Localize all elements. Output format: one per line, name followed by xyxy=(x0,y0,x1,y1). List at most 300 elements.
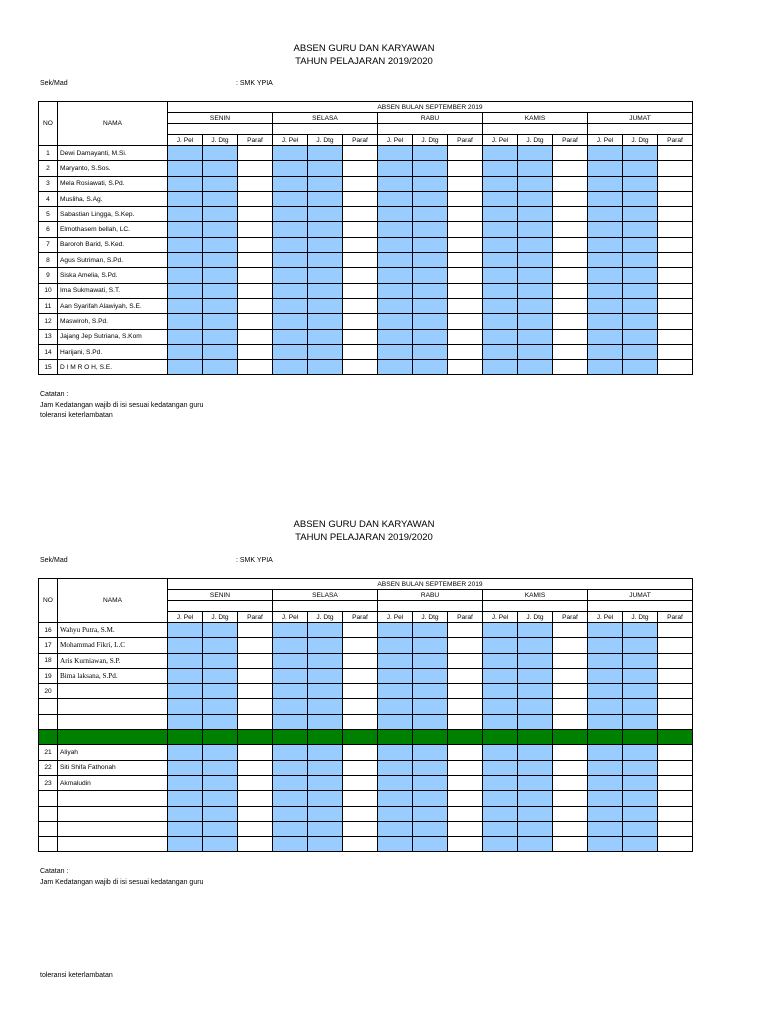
jdtg-cell[interactable] xyxy=(203,638,238,653)
jpel-cell[interactable] xyxy=(273,806,308,821)
paraf-cell[interactable] xyxy=(238,344,273,359)
jpel-cell[interactable] xyxy=(168,638,203,653)
paraf-cell[interactable] xyxy=(343,222,378,237)
paraf-cell[interactable] xyxy=(553,146,588,161)
jdtg-cell[interactable] xyxy=(623,268,658,283)
jdtg-cell[interactable] xyxy=(413,191,448,206)
paraf-cell[interactable] xyxy=(553,668,588,683)
jpel-cell[interactable] xyxy=(588,329,623,344)
jdtg-cell[interactable] xyxy=(518,821,553,836)
jpel-cell[interactable] xyxy=(168,222,203,237)
jpel-cell[interactable] xyxy=(588,146,623,161)
jdtg-cell[interactable] xyxy=(623,668,658,683)
jpel-cell[interactable] xyxy=(168,298,203,313)
jpel-cell[interactable] xyxy=(483,176,518,191)
jdtg-cell[interactable] xyxy=(518,653,553,668)
jdtg-cell[interactable] xyxy=(308,176,343,191)
paraf-cell[interactable] xyxy=(448,760,483,775)
paraf-cell[interactable] xyxy=(238,699,273,714)
jdtg-cell[interactable] xyxy=(308,314,343,329)
jpel-cell[interactable] xyxy=(588,176,623,191)
jdtg-cell[interactable] xyxy=(413,653,448,668)
jpel-cell[interactable] xyxy=(273,344,308,359)
jdtg-cell[interactable] xyxy=(518,837,553,852)
paraf-cell[interactable] xyxy=(238,668,273,683)
jpel-cell[interactable] xyxy=(483,329,518,344)
jdtg-cell[interactable] xyxy=(518,237,553,252)
jpel-cell[interactable] xyxy=(378,745,413,760)
jpel-cell[interactable] xyxy=(273,161,308,176)
jdtg-cell[interactable] xyxy=(203,237,238,252)
paraf-cell[interactable] xyxy=(553,714,588,729)
jpel-cell[interactable] xyxy=(483,745,518,760)
jdtg-cell[interactable] xyxy=(623,191,658,206)
jpel-cell[interactable] xyxy=(483,821,518,836)
jdtg-cell[interactable] xyxy=(308,684,343,699)
jdtg-cell[interactable] xyxy=(308,298,343,313)
jpel-cell[interactable] xyxy=(483,191,518,206)
jpel-cell[interactable] xyxy=(273,837,308,852)
jdtg-cell[interactable] xyxy=(518,623,553,638)
jdtg-cell[interactable] xyxy=(203,684,238,699)
paraf-cell[interactable] xyxy=(343,268,378,283)
jdtg-cell[interactable] xyxy=(623,791,658,806)
jdtg-cell[interactable] xyxy=(308,730,343,745)
jpel-cell[interactable] xyxy=(483,283,518,298)
jpel-cell[interactable] xyxy=(378,344,413,359)
paraf-cell[interactable] xyxy=(448,775,483,790)
paraf-cell[interactable] xyxy=(448,237,483,252)
jpel-cell[interactable] xyxy=(168,314,203,329)
jdtg-cell[interactable] xyxy=(623,653,658,668)
jdtg-cell[interactable] xyxy=(203,791,238,806)
jpel-cell[interactable] xyxy=(273,329,308,344)
paraf-cell[interactable] xyxy=(658,176,693,191)
jpel-cell[interactable] xyxy=(588,760,623,775)
jpel-cell[interactable] xyxy=(588,283,623,298)
jdtg-cell[interactable] xyxy=(203,837,238,852)
jdtg-cell[interactable] xyxy=(413,283,448,298)
jpel-cell[interactable] xyxy=(588,298,623,313)
jdtg-cell[interactable] xyxy=(203,668,238,683)
jpel-cell[interactable] xyxy=(483,791,518,806)
paraf-cell[interactable] xyxy=(448,668,483,683)
paraf-cell[interactable] xyxy=(658,684,693,699)
jdtg-cell[interactable] xyxy=(518,283,553,298)
jpel-cell[interactable] xyxy=(483,314,518,329)
jpel-cell[interactable] xyxy=(588,360,623,375)
jpel-cell[interactable] xyxy=(273,237,308,252)
paraf-cell[interactable] xyxy=(448,699,483,714)
jpel-cell[interactable] xyxy=(378,775,413,790)
jdtg-cell[interactable] xyxy=(413,207,448,222)
jdtg-cell[interactable] xyxy=(413,821,448,836)
jdtg-cell[interactable] xyxy=(203,806,238,821)
jpel-cell[interactable] xyxy=(483,775,518,790)
jpel-cell[interactable] xyxy=(378,253,413,268)
jpel-cell[interactable] xyxy=(378,191,413,206)
jdtg-cell[interactable] xyxy=(203,360,238,375)
paraf-cell[interactable] xyxy=(238,329,273,344)
jpel-cell[interactable] xyxy=(483,714,518,729)
paraf-cell[interactable] xyxy=(448,176,483,191)
jdtg-cell[interactable] xyxy=(623,222,658,237)
jdtg-cell[interactable] xyxy=(623,837,658,852)
jdtg-cell[interactable] xyxy=(203,176,238,191)
paraf-cell[interactable] xyxy=(448,314,483,329)
paraf-cell[interactable] xyxy=(448,146,483,161)
paraf-cell[interactable] xyxy=(238,222,273,237)
paraf-cell[interactable] xyxy=(448,821,483,836)
paraf-cell[interactable] xyxy=(238,837,273,852)
jdtg-cell[interactable] xyxy=(413,806,448,821)
paraf-cell[interactable] xyxy=(343,237,378,252)
jdtg-cell[interactable] xyxy=(203,344,238,359)
jpel-cell[interactable] xyxy=(273,176,308,191)
jdtg-cell[interactable] xyxy=(623,699,658,714)
jpel-cell[interactable] xyxy=(588,730,623,745)
jdtg-cell[interactable] xyxy=(518,730,553,745)
jdtg-cell[interactable] xyxy=(518,191,553,206)
jdtg-cell[interactable] xyxy=(308,760,343,775)
paraf-cell[interactable] xyxy=(343,684,378,699)
jpel-cell[interactable] xyxy=(588,638,623,653)
jdtg-cell[interactable] xyxy=(413,699,448,714)
jpel-cell[interactable] xyxy=(378,146,413,161)
jpel-cell[interactable] xyxy=(588,161,623,176)
paraf-cell[interactable] xyxy=(448,745,483,760)
paraf-cell[interactable] xyxy=(553,237,588,252)
jdtg-cell[interactable] xyxy=(203,268,238,283)
jpel-cell[interactable] xyxy=(378,821,413,836)
jdtg-cell[interactable] xyxy=(518,668,553,683)
jpel-cell[interactable] xyxy=(378,237,413,252)
jdtg-cell[interactable] xyxy=(623,745,658,760)
paraf-cell[interactable] xyxy=(658,653,693,668)
paraf-cell[interactable] xyxy=(448,344,483,359)
jpel-cell[interactable] xyxy=(378,714,413,729)
paraf-cell[interactable] xyxy=(553,745,588,760)
paraf-cell[interactable] xyxy=(238,253,273,268)
paraf-cell[interactable] xyxy=(238,806,273,821)
jpel-cell[interactable] xyxy=(588,775,623,790)
jpel-cell[interactable] xyxy=(378,806,413,821)
jpel-cell[interactable] xyxy=(483,237,518,252)
jpel-cell[interactable] xyxy=(588,699,623,714)
paraf-cell[interactable] xyxy=(658,344,693,359)
jpel-cell[interactable] xyxy=(378,730,413,745)
jpel-cell[interactable] xyxy=(588,253,623,268)
paraf-cell[interactable] xyxy=(658,329,693,344)
jpel-cell[interactable] xyxy=(273,730,308,745)
paraf-cell[interactable] xyxy=(343,146,378,161)
paraf-cell[interactable] xyxy=(238,237,273,252)
paraf-cell[interactable] xyxy=(238,191,273,206)
jdtg-cell[interactable] xyxy=(413,237,448,252)
jpel-cell[interactable] xyxy=(483,268,518,283)
paraf-cell[interactable] xyxy=(238,314,273,329)
jpel-cell[interactable] xyxy=(378,283,413,298)
jdtg-cell[interactable] xyxy=(413,714,448,729)
paraf-cell[interactable] xyxy=(238,360,273,375)
paraf-cell[interactable] xyxy=(553,268,588,283)
jdtg-cell[interactable] xyxy=(623,821,658,836)
jdtg-cell[interactable] xyxy=(413,623,448,638)
paraf-cell[interactable] xyxy=(553,298,588,313)
jdtg-cell[interactable] xyxy=(518,298,553,313)
paraf-cell[interactable] xyxy=(238,653,273,668)
jdtg-cell[interactable] xyxy=(308,360,343,375)
paraf-cell[interactable] xyxy=(343,298,378,313)
jdtg-cell[interactable] xyxy=(203,314,238,329)
jdtg-cell[interactable] xyxy=(308,791,343,806)
jpel-cell[interactable] xyxy=(273,360,308,375)
paraf-cell[interactable] xyxy=(238,684,273,699)
jdtg-cell[interactable] xyxy=(203,699,238,714)
paraf-cell[interactable] xyxy=(553,360,588,375)
jpel-cell[interactable] xyxy=(168,775,203,790)
jpel-cell[interactable] xyxy=(483,653,518,668)
jpel-cell[interactable] xyxy=(483,684,518,699)
paraf-cell[interactable] xyxy=(553,314,588,329)
jdtg-cell[interactable] xyxy=(623,684,658,699)
jpel-cell[interactable] xyxy=(588,668,623,683)
jpel-cell[interactable] xyxy=(273,791,308,806)
paraf-cell[interactable] xyxy=(238,821,273,836)
paraf-cell[interactable] xyxy=(658,760,693,775)
jpel-cell[interactable] xyxy=(588,314,623,329)
paraf-cell[interactable] xyxy=(553,775,588,790)
jdtg-cell[interactable] xyxy=(308,638,343,653)
jdtg-cell[interactable] xyxy=(413,298,448,313)
jdtg-cell[interactable] xyxy=(623,714,658,729)
jpel-cell[interactable] xyxy=(273,760,308,775)
jdtg-cell[interactable] xyxy=(308,222,343,237)
jpel-cell[interactable] xyxy=(168,283,203,298)
jdtg-cell[interactable] xyxy=(308,699,343,714)
jpel-cell[interactable] xyxy=(168,730,203,745)
paraf-cell[interactable] xyxy=(553,283,588,298)
jpel-cell[interactable] xyxy=(483,623,518,638)
jpel-cell[interactable] xyxy=(273,775,308,790)
jpel-cell[interactable] xyxy=(168,268,203,283)
jdtg-cell[interactable] xyxy=(203,775,238,790)
jdtg-cell[interactable] xyxy=(308,161,343,176)
paraf-cell[interactable] xyxy=(448,283,483,298)
jpel-cell[interactable] xyxy=(588,653,623,668)
jpel-cell[interactable] xyxy=(483,161,518,176)
paraf-cell[interactable] xyxy=(448,222,483,237)
jdtg-cell[interactable] xyxy=(518,791,553,806)
paraf-cell[interactable] xyxy=(658,837,693,852)
paraf-cell[interactable] xyxy=(343,668,378,683)
paraf-cell[interactable] xyxy=(343,730,378,745)
jpel-cell[interactable] xyxy=(588,191,623,206)
paraf-cell[interactable] xyxy=(448,684,483,699)
jpel-cell[interactable] xyxy=(378,623,413,638)
jdtg-cell[interactable] xyxy=(623,360,658,375)
jdtg-cell[interactable] xyxy=(623,760,658,775)
paraf-cell[interactable] xyxy=(553,191,588,206)
jdtg-cell[interactable] xyxy=(308,837,343,852)
paraf-cell[interactable] xyxy=(238,638,273,653)
jdtg-cell[interactable] xyxy=(413,161,448,176)
jpel-cell[interactable] xyxy=(168,360,203,375)
paraf-cell[interactable] xyxy=(658,623,693,638)
jpel-cell[interactable] xyxy=(168,837,203,852)
jdtg-cell[interactable] xyxy=(203,714,238,729)
jpel-cell[interactable] xyxy=(378,791,413,806)
jdtg-cell[interactable] xyxy=(518,253,553,268)
paraf-cell[interactable] xyxy=(343,207,378,222)
paraf-cell[interactable] xyxy=(448,806,483,821)
jdtg-cell[interactable] xyxy=(518,638,553,653)
jpel-cell[interactable] xyxy=(483,344,518,359)
jdtg-cell[interactable] xyxy=(203,253,238,268)
jdtg-cell[interactable] xyxy=(413,222,448,237)
jpel-cell[interactable] xyxy=(378,222,413,237)
jpel-cell[interactable] xyxy=(588,714,623,729)
paraf-cell[interactable] xyxy=(448,791,483,806)
jdtg-cell[interactable] xyxy=(518,699,553,714)
jdtg-cell[interactable] xyxy=(203,222,238,237)
jpel-cell[interactable] xyxy=(168,714,203,729)
jpel-cell[interactable] xyxy=(168,191,203,206)
paraf-cell[interactable] xyxy=(658,253,693,268)
jdtg-cell[interactable] xyxy=(413,638,448,653)
jdtg-cell[interactable] xyxy=(518,684,553,699)
jpel-cell[interactable] xyxy=(168,760,203,775)
jpel-cell[interactable] xyxy=(378,684,413,699)
jdtg-cell[interactable] xyxy=(518,775,553,790)
jdtg-cell[interactable] xyxy=(518,760,553,775)
jdtg-cell[interactable] xyxy=(203,821,238,836)
paraf-cell[interactable] xyxy=(448,191,483,206)
jpel-cell[interactable] xyxy=(168,745,203,760)
jdtg-cell[interactable] xyxy=(623,283,658,298)
jdtg-cell[interactable] xyxy=(308,668,343,683)
jdtg-cell[interactable] xyxy=(203,283,238,298)
jdtg-cell[interactable] xyxy=(413,684,448,699)
jpel-cell[interactable] xyxy=(588,745,623,760)
jpel-cell[interactable] xyxy=(483,730,518,745)
jdtg-cell[interactable] xyxy=(203,329,238,344)
jdtg-cell[interactable] xyxy=(518,745,553,760)
jdtg-cell[interactable] xyxy=(308,283,343,298)
paraf-cell[interactable] xyxy=(343,623,378,638)
jpel-cell[interactable] xyxy=(588,623,623,638)
paraf-cell[interactable] xyxy=(448,638,483,653)
jdtg-cell[interactable] xyxy=(623,638,658,653)
jdtg-cell[interactable] xyxy=(518,222,553,237)
jdtg-cell[interactable] xyxy=(623,623,658,638)
paraf-cell[interactable] xyxy=(238,283,273,298)
jdtg-cell[interactable] xyxy=(623,806,658,821)
paraf-cell[interactable] xyxy=(553,329,588,344)
paraf-cell[interactable] xyxy=(343,837,378,852)
jdtg-cell[interactable] xyxy=(203,623,238,638)
jpel-cell[interactable] xyxy=(168,161,203,176)
jpel-cell[interactable] xyxy=(588,237,623,252)
paraf-cell[interactable] xyxy=(553,176,588,191)
jpel-cell[interactable] xyxy=(378,207,413,222)
paraf-cell[interactable] xyxy=(238,760,273,775)
jdtg-cell[interactable] xyxy=(518,714,553,729)
jpel-cell[interactable] xyxy=(588,806,623,821)
paraf-cell[interactable] xyxy=(448,730,483,745)
paraf-cell[interactable] xyxy=(448,329,483,344)
paraf-cell[interactable] xyxy=(343,791,378,806)
jpel-cell[interactable] xyxy=(168,623,203,638)
paraf-cell[interactable] xyxy=(343,653,378,668)
jpel-cell[interactable] xyxy=(483,837,518,852)
paraf-cell[interactable] xyxy=(553,207,588,222)
jdtg-cell[interactable] xyxy=(203,191,238,206)
paraf-cell[interactable] xyxy=(553,730,588,745)
jdtg-cell[interactable] xyxy=(413,360,448,375)
paraf-cell[interactable] xyxy=(553,684,588,699)
jdtg-cell[interactable] xyxy=(308,237,343,252)
paraf-cell[interactable] xyxy=(658,298,693,313)
paraf-cell[interactable] xyxy=(553,653,588,668)
jpel-cell[interactable] xyxy=(273,668,308,683)
jdtg-cell[interactable] xyxy=(623,730,658,745)
paraf-cell[interactable] xyxy=(658,161,693,176)
jpel-cell[interactable] xyxy=(273,207,308,222)
paraf-cell[interactable] xyxy=(343,161,378,176)
jpel-cell[interactable] xyxy=(273,146,308,161)
paraf-cell[interactable] xyxy=(343,360,378,375)
jpel-cell[interactable] xyxy=(273,283,308,298)
paraf-cell[interactable] xyxy=(448,623,483,638)
paraf-cell[interactable] xyxy=(343,344,378,359)
jdtg-cell[interactable] xyxy=(308,745,343,760)
jdtg-cell[interactable] xyxy=(623,237,658,252)
jpel-cell[interactable] xyxy=(588,268,623,283)
jpel-cell[interactable] xyxy=(273,821,308,836)
jdtg-cell[interactable] xyxy=(623,176,658,191)
jdtg-cell[interactable] xyxy=(308,821,343,836)
paraf-cell[interactable] xyxy=(658,146,693,161)
jpel-cell[interactable] xyxy=(378,360,413,375)
paraf-cell[interactable] xyxy=(658,821,693,836)
jdtg-cell[interactable] xyxy=(623,161,658,176)
paraf-cell[interactable] xyxy=(658,314,693,329)
jpel-cell[interactable] xyxy=(378,699,413,714)
paraf-cell[interactable] xyxy=(448,653,483,668)
paraf-cell[interactable] xyxy=(343,760,378,775)
paraf-cell[interactable] xyxy=(448,253,483,268)
paraf-cell[interactable] xyxy=(553,253,588,268)
jdtg-cell[interactable] xyxy=(623,207,658,222)
paraf-cell[interactable] xyxy=(238,161,273,176)
jdtg-cell[interactable] xyxy=(413,668,448,683)
paraf-cell[interactable] xyxy=(343,745,378,760)
paraf-cell[interactable] xyxy=(343,714,378,729)
jdtg-cell[interactable] xyxy=(413,268,448,283)
jpel-cell[interactable] xyxy=(588,791,623,806)
paraf-cell[interactable] xyxy=(553,344,588,359)
jpel-cell[interactable] xyxy=(273,714,308,729)
jpel-cell[interactable] xyxy=(168,684,203,699)
paraf-cell[interactable] xyxy=(658,237,693,252)
jpel-cell[interactable] xyxy=(273,222,308,237)
jpel-cell[interactable] xyxy=(273,253,308,268)
jpel-cell[interactable] xyxy=(168,791,203,806)
jpel-cell[interactable] xyxy=(588,222,623,237)
jdtg-cell[interactable] xyxy=(413,745,448,760)
jdtg-cell[interactable] xyxy=(413,176,448,191)
